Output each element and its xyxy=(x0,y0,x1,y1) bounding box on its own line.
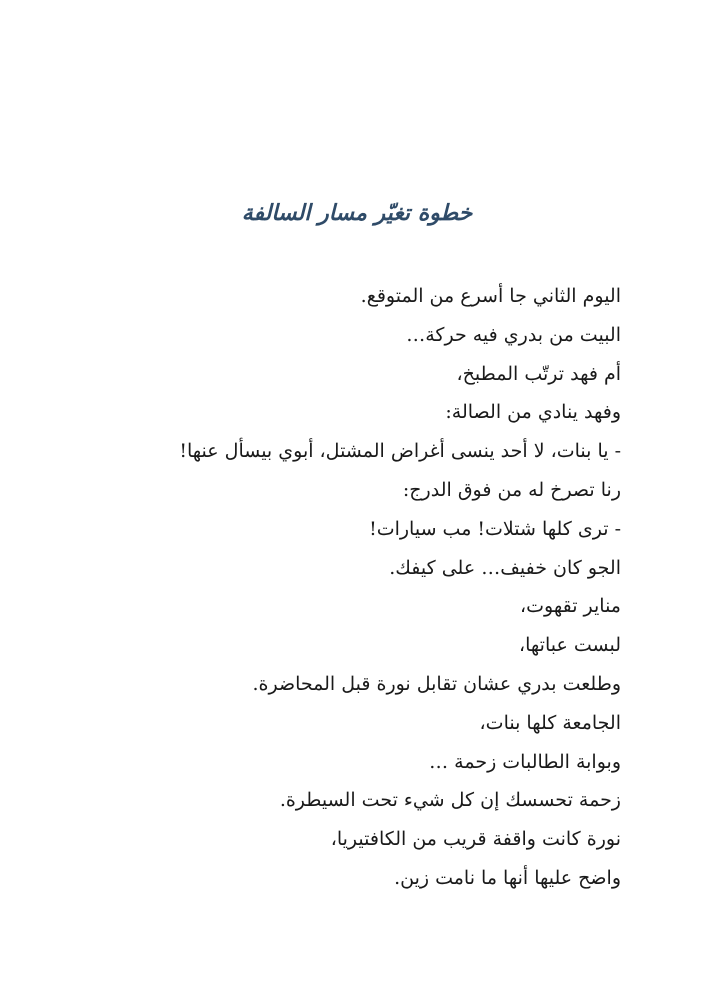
text-line: الجامعة كلها بنات، xyxy=(479,711,621,734)
text-line: - يا بنات، لا أحد ينسى أغراض المشتل، أبوي بيسأل عنها! xyxy=(179,440,621,463)
text-line: - ترى كلها شتلات! مب سيارات! xyxy=(369,517,621,540)
text-line: الجو كان خفيف… على كيفك. xyxy=(389,556,621,579)
text-line: زحمة تحسسك إن كل شيء تحت السيطرة. xyxy=(279,789,621,812)
text-line: رنا تصرخ له من فوق الدرج: xyxy=(402,478,621,501)
text-line: وطلعت بدري عشان تقابل نورة قبل المحاضرة. xyxy=(252,672,621,695)
text-line: وفهد ينادي من الصالة: xyxy=(445,401,621,424)
chapter-title: خطوة تغيّر مسار السالفة xyxy=(241,201,473,226)
chapter-body xyxy=(81,277,621,898)
text-line: واضح عليها أنها ما نامت زين. xyxy=(394,866,621,889)
text-line: نورة كانت واقفة قريب من الكافتيريا، xyxy=(330,828,621,851)
text-line: اليوم الثاني جا أسرع من المتوقع. xyxy=(360,285,621,307)
text-line: وبوابة الطالبات زحمة … xyxy=(429,750,621,773)
text-line: لبست عباتها، xyxy=(519,634,621,657)
text-line: أم فهد ترتّب المطبخ، xyxy=(456,362,621,385)
text-line: مناير تقهوت، xyxy=(519,595,621,618)
text-line: البيت من بدري فيه حركة… xyxy=(406,323,621,346)
